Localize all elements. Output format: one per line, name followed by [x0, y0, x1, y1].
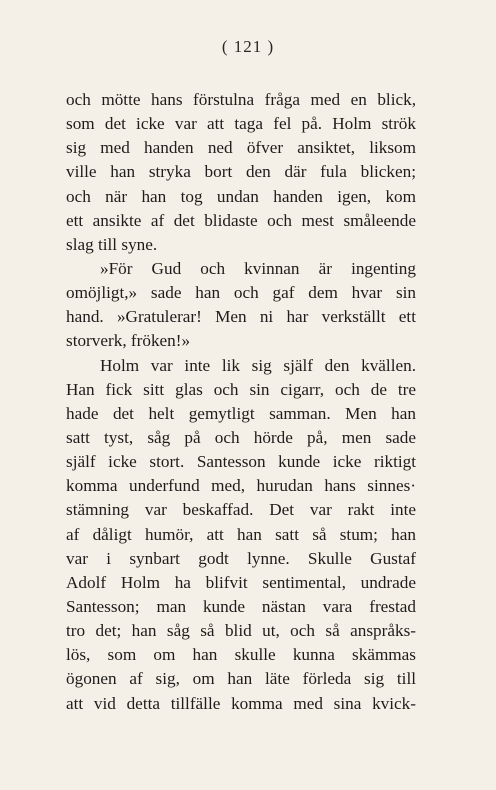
- text-line: af dåligt humör, att han satt så stum; han: [66, 524, 416, 544]
- page-number: ( 121 ): [221, 37, 275, 56]
- text-line: stämning var beskaffad. Det var rakt inte: [66, 500, 416, 520]
- body-text: [66, 88, 416, 716]
- text-line: omöjligt,» sade han och gaf dem hvar sin: [66, 283, 416, 303]
- text-line: ett ansikte af det blidaste och mest småleende: [66, 210, 416, 230]
- text-line: sig med handen ned öfver ansiktet, liksom: [66, 138, 416, 158]
- text-line: och mötte hans förstulna fråga med en blick,: [66, 90, 416, 109]
- text-line: satt tyst, såg på och hörde på, men sade: [66, 427, 416, 447]
- text-line: lös, som om han skulle kunna skämmas: [66, 645, 416, 665]
- text-line: Santesson; man kunde nästan vara frestad: [66, 596, 416, 616]
- text-line: Han fick sitt glas och sin cigarr, och de tre: [66, 379, 416, 399]
- text-line: komma underfund med, hurudan hans sinnes·: [66, 476, 416, 496]
- text-line: hade det helt gemytligt samman. Men han: [66, 403, 416, 423]
- text-line: ville han stryka bort den där fula blicken;: [66, 162, 416, 182]
- text-line: »För Gud och kvinnan är ingenting: [100, 258, 416, 278]
- text-line: som det icke var att taga fel på. Holm strök: [66, 114, 416, 134]
- text-line: Adolf Holm ha blifvit sentimental, undrade: [66, 572, 416, 592]
- text-line: storverk, fröken!»: [66, 331, 191, 351]
- text-line: var i synbart godt lynne. Skulle Gustaf: [66, 548, 416, 568]
- text-line: och när han tog undan handen igen, kom: [66, 186, 416, 206]
- text-line: själf icke stort. Santesson kunde icke riktigt: [66, 452, 416, 472]
- text-line: hand. »Gratulerar! Men ni har verkställt ett: [66, 307, 416, 327]
- text-line: tro det; han såg så blid ut, och så anspråks-: [66, 621, 416, 641]
- text-line: slag till syne.: [66, 234, 158, 254]
- text-line: Holm var inte lik sig själf den kvällen.: [100, 355, 416, 375]
- text-line: att vid detta tillfälle komma med sina kvick-: [66, 693, 416, 713]
- text-line: ögonen af sig, om han läte förleda sig till: [66, 669, 416, 689]
